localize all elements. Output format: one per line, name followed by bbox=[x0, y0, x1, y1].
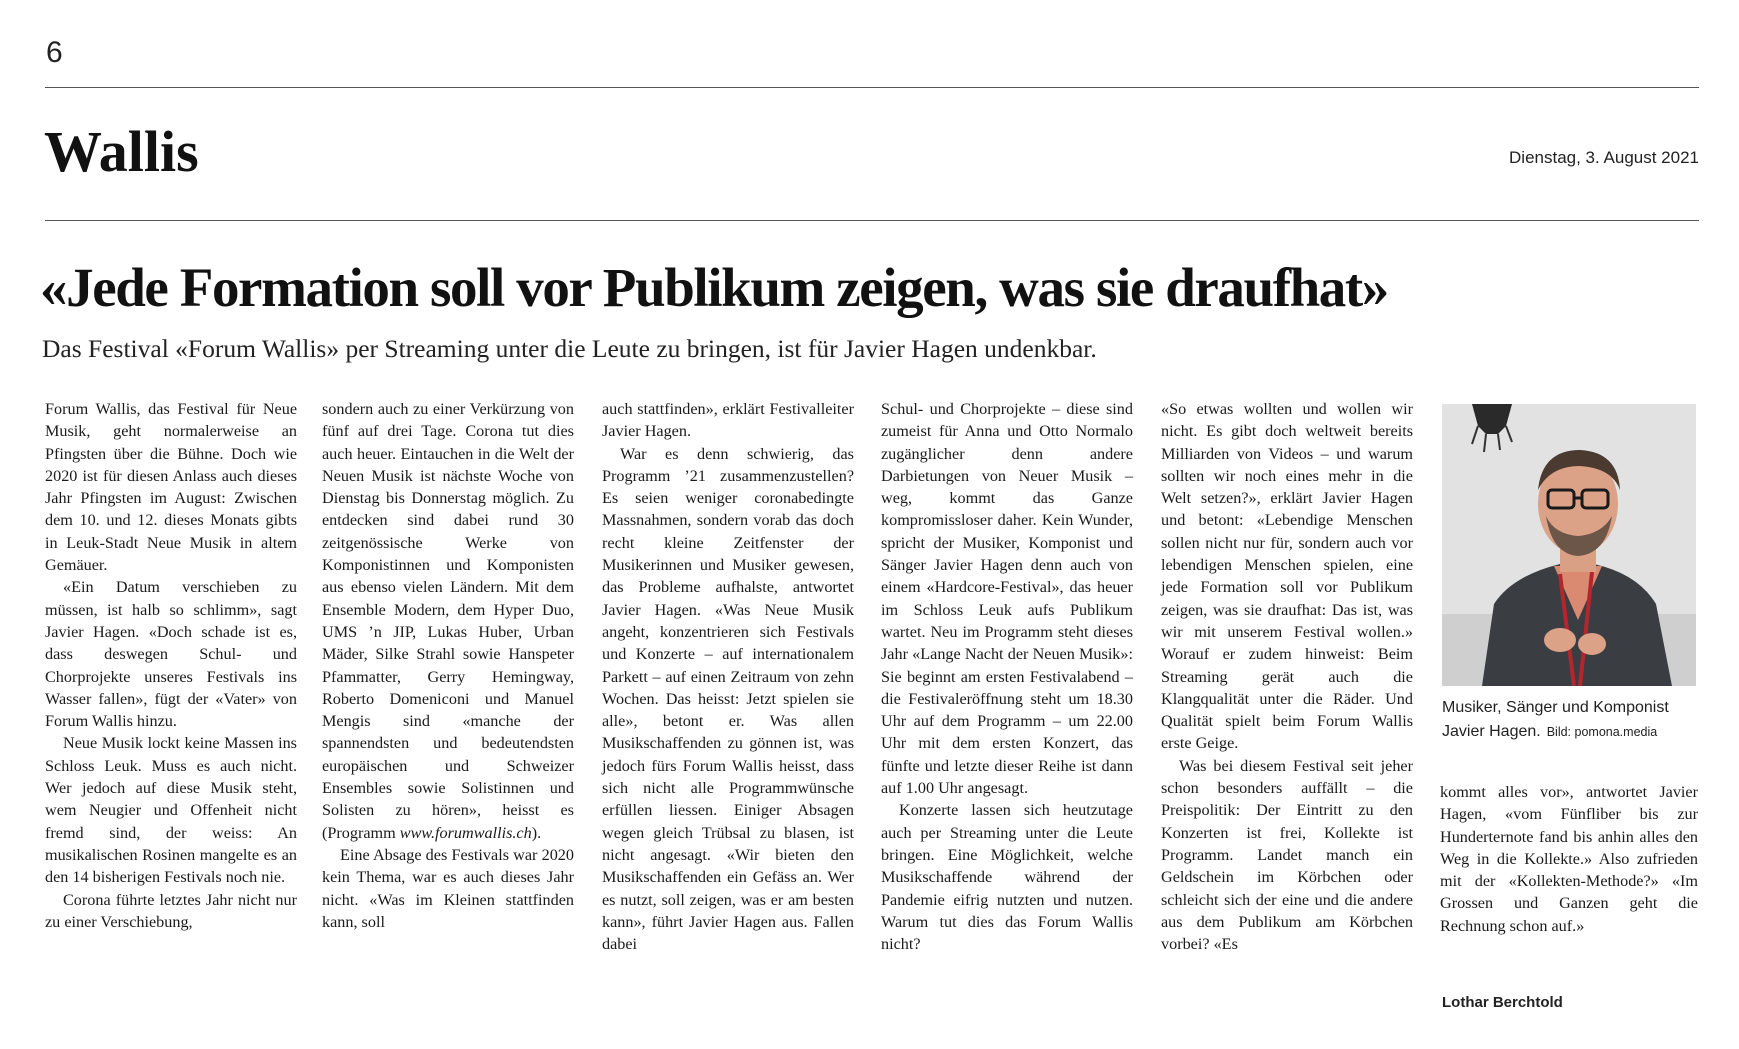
paragraph-text: sondern auch zu einer Verkürzung von fünf auf drei Tage. Corona tut dies auch heuer. Eintauchen in die Welt der Neuen Musik ist nächste Woche von Dienstag bis Donnerstag möglich. Zu entdecken sind dabei rund 30 zeitgenössische Werke von Komponistinnen und Komponisten aus ebenso vielen Ländern. Mit dem Ensemble Modern, dem Hyper Duo, UMS ’n JIP, Lukas Huber, Urban Mäder, Silke Strahl sowie Hanspeter Pfammatter, Gerry Hemingway, Roberto Domeniconi und Manuel Mengis sind «manche der spannendsten und bedeutendsten europäischen und Schweizer Ensembles sowie Solistinnen und Solisten zu hören», heisst es (Programm bbox=[322, 400, 574, 842]
paragraph: Schul- und Chorprojekte – diese sind zumeist für Anna und Otto Normalo zugänglicher denn andere Darbietungen von Neuer Musik – weg, kommt das Ganze kompromissloser daher. Kein Wunder, spricht der Musiker, Komponist und Sänger Javier Hagen denn auch von einem «Hardcore-Festival», das heuer im Schloss Leuk aufs Publikum wartet. Neu im Programm steht dieses Jahr «Lange Nacht der Neuen Musik»: Sie beginnt am ersten Festivalabend – die Festivaleröffnung steht um 18.30 Uhr auf dem Programm – um 22.00 Uhr mit dem ersten Konzert, das fünfte und letzte dieser Reihe ist dann auf 1.00 Uhr angesagt. bbox=[881, 400, 1133, 798]
paragraph: Corona führte letztes Jahr nicht nur zu einer Verschiebung, bbox=[45, 890, 297, 931]
paragraph: «So etwas wollten und wollen wir nicht. Es gibt doch weltweit bereits Milliarden von Videos – und warum sollten wir noch eines mehr in die Welt setzen?», erklärt Javier Hagen und betont: «Lebendige Menschen sollen nicht nur für, sondern auch vor lebendigen Menschen spielen, eine jede Formation soll vor Publikum zeigen, was sie draufhat: Das ist, was wir mit unserem Festival wollen.» Worauf er zudem hinweist: Beim Streaming gerät auch die Klangqualität unter die Räder. Und Qualität spielt beim Forum Wallis erste Geige. bbox=[1161, 400, 1413, 753]
paragraph bbox=[322, 398, 574, 844]
paragraph: War es denn schwierig, das Programm ’21 zusammenzustellen? Es seien weniger coronabedingte Massnahmen, sondern vorab das doch recht kleine Zeitfenster der Musikerinnen und Musiker gewesen, das Probleme aufhalste, antwortet Javier Hagen. «Was Neue Musik angeht, konzentrieren sich Festivals und Konzerte – auf internationalem Parkett – auf einen Zeitraum von zehn Wochen. Das heisst: Jetzt spielen sie alle», betont er. Was allen Musikschaffenden zu gönnen ist, was jedoch fürs Forum Wallis heisst, dass sich nicht alle Programmwünsche erfüllen liessen. Einiger Absagen wegen gleich Trübsal zu blasen, ist nicht angesagt. «Wir bieten den Musikschaffenden ein Gefäss an. Wer es nutzt, soll zeigen, was er am besten kann», führt Javier Hagen aus. Fallen dabei bbox=[602, 444, 854, 954]
paragraph: Eine Absage des Festivals war 2020 kein Thema, war es auch dieses Jahr nicht. «Was im Kleinen stattfinden kann, soll bbox=[322, 845, 574, 931]
portrait-photo-icon bbox=[1442, 404, 1696, 686]
photo-caption bbox=[1442, 696, 1698, 744]
portrait-photo bbox=[1442, 404, 1696, 686]
article-column-6 bbox=[1440, 781, 1698, 937]
article-column-2 bbox=[322, 398, 574, 933]
article-column-1 bbox=[45, 398, 297, 933]
program-link[interactable]: www.forumwallis.ch bbox=[399, 823, 532, 842]
paragraph: Forum Wallis, das Festival für Neue Musik, geht normalerweise an Pfingsten über die Bühne. Doch wie 2020 ist für diesen Anlass auch dieses Jahr Pfingsten im August: Zwischen dem 10. und 12. dieses Monats gibts in Leuk-Stadt Neue Musik in altem Gemäuer. bbox=[45, 400, 297, 575]
author-byline: Lothar Berchtold bbox=[1442, 994, 1563, 1011]
caption-text: Musiker, Sänger und Komponist Javier Hagen. bbox=[1442, 699, 1669, 740]
paragraph: Was bei diesem Festival seit jeher schon besonders auffällt – die Preispolitik: Der Eintritt zu den Konzerten ist frei, Kollekte ist Programm. Landet manch ein Geldschein im Körbchen oder schleicht sich der eine und die andere aus dem Publikum am Körbchen vorbei? «Es bbox=[1161, 756, 1413, 954]
section-title: Wallis bbox=[44, 119, 199, 184]
paragraph-text: ). bbox=[531, 823, 542, 842]
top-rule bbox=[45, 87, 1699, 88]
paragraph: kommt alles vor», antwortet Javier Hagen, «vom Fünfliber bis zur Hunderternote fand bis anhin alles den Weg in die Kollekte.» Also zufrieden mit der «Kollekten-Methode?» «Im Grossen und Ganzen geht die Rechnung schon auf.» bbox=[1440, 783, 1698, 935]
paragraph: auch stattfinden», erklärt Festivalleiter Javier Hagen. bbox=[602, 400, 854, 441]
article-column-3 bbox=[602, 398, 854, 955]
paragraph: «Ein Datum verschieben zu müssen, ist halb so schlimm», sagt Javier Hagen. «Doch schade ist es, dass deswegen Schul- und Chorprojekte unseres Festivals ins Wasser fallen», fügt der «Vater» von Forum Wallis hinzu. bbox=[45, 578, 297, 731]
photo-credit: Bild: pomona.media bbox=[1546, 725, 1658, 739]
paragraph: Neue Musik lockt keine Massen ins Schloss Leuk. Muss es auch nicht. Wer jedoch auf diese Musik steht, wem Neugier und Offenheit nicht fremd sind, der weiss: An musikalischen Rosinen mangelte es an den 14 bisherigen Festivals noch nie. bbox=[45, 734, 297, 887]
page-number: 6 bbox=[46, 36, 63, 69]
subheadline: Das Festival «Forum Wallis» per Streaming unter die Leute zu bringen, ist für Javier Hagen undenkbar. bbox=[42, 334, 1097, 363]
issue-date: Dienstag, 3. August 2021 bbox=[1509, 148, 1699, 167]
headline: «Jede Formation soll vor Publikum zeigen, was sie draufhat» bbox=[40, 257, 1388, 318]
article-column-5 bbox=[1161, 398, 1413, 955]
article-column-4 bbox=[881, 398, 1133, 955]
section-rule bbox=[45, 220, 1699, 221]
paragraph: Konzerte lassen sich heutzutage auch per Streaming unter die Leute bringen. Eine Möglichkeit, welche Musikschaffende während der Pandemie eifrig nutzten und nutzen. Warum tut dies das Forum Wallis nicht? bbox=[881, 801, 1133, 954]
